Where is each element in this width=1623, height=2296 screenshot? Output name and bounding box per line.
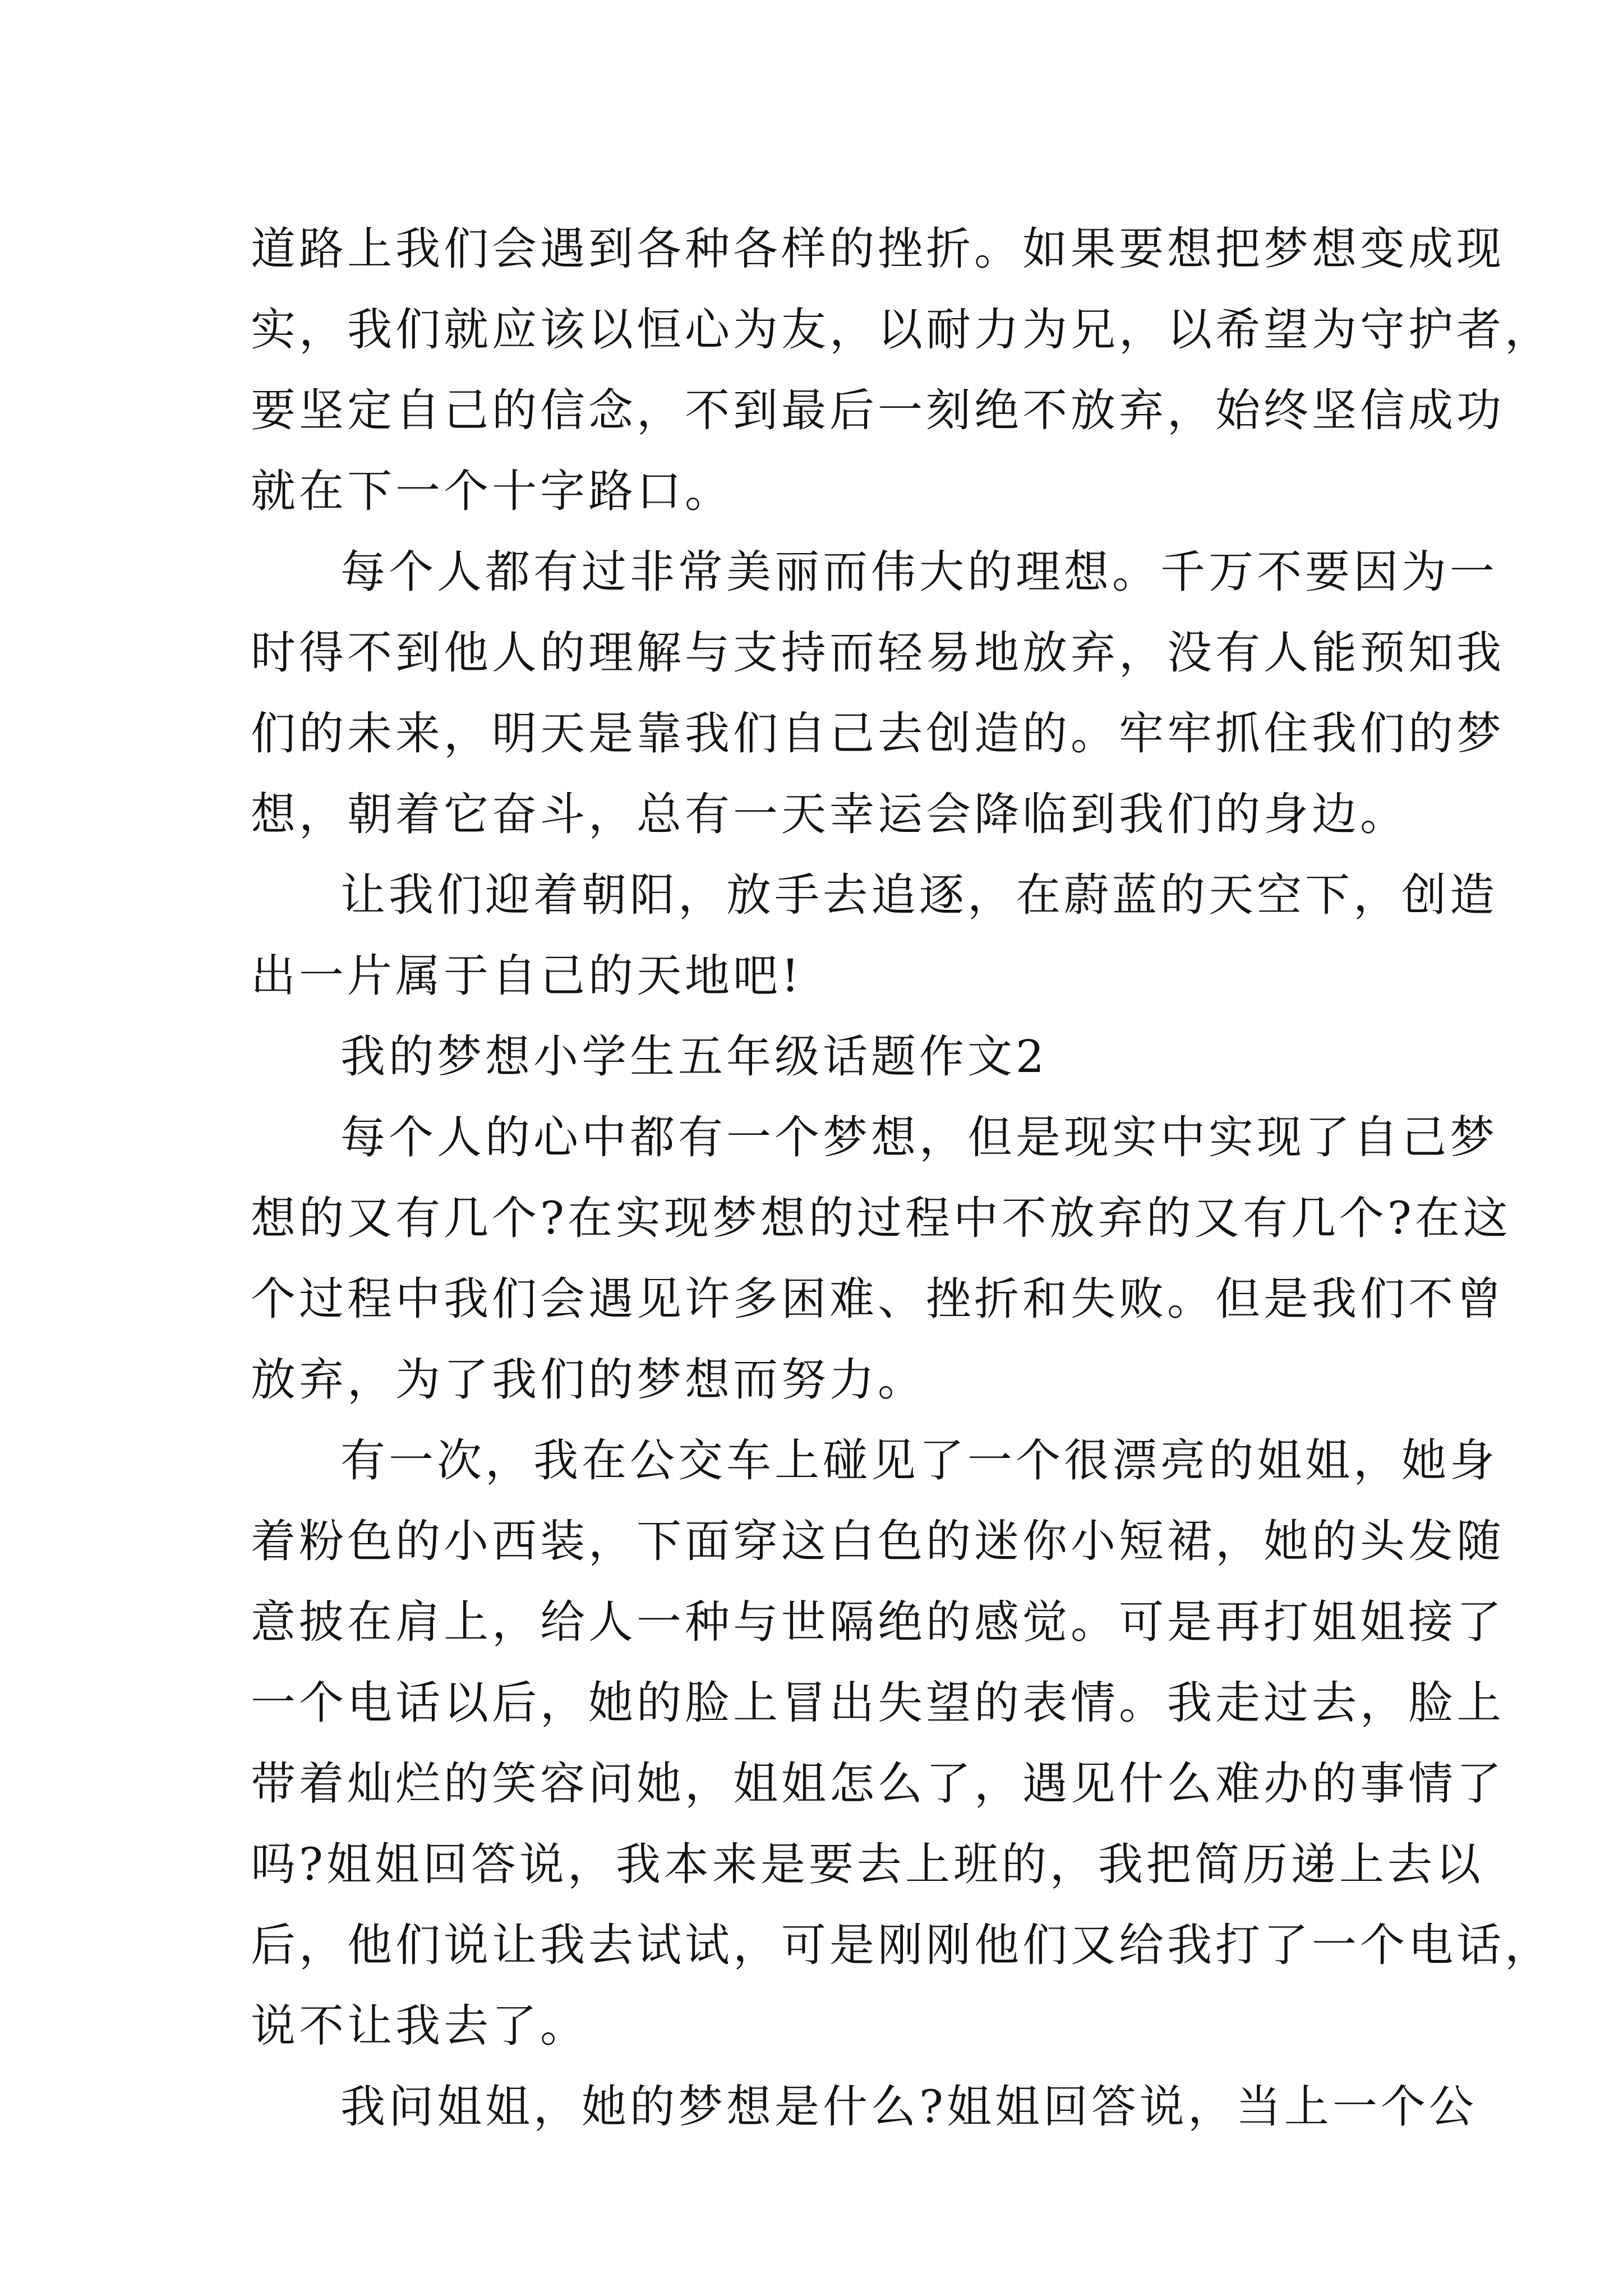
text-line: 后，他们说让我去试试，可是刚刚他们又给我打了一个电话， [251,1919,1553,1971]
text-line: 说不让我去了。 [251,2000,588,2052]
text-line: 要坚定自己的信念，不到最后一刻绝不放弃，始终坚信成功 [251,384,1505,436]
text-line: 意披在肩上，给人一种与世隔绝的感觉。可是再打姐姐接了 [251,1596,1505,1648]
text-line: 实，我们就应该以恒心为友，以耐力为兄，以希望为守护者， [251,303,1553,356]
paragraph-start-line: 每个人都有过非常美丽而伟大的理想。千万不要因为一 [340,546,1498,598]
paragraph-start-line: 让我们迎着朝阳，放手去追逐，在蔚蓝的天空下，创造 [340,869,1498,921]
text-line: 吗?姐姐回答说，我本来是要去上班的，我把简历递上去以 [251,1838,1484,1890]
paragraph-start-line: 每个人的心中都有一个梦想，但是现实中实现了自己梦 [340,1111,1498,1163]
text-line: 道路上我们会遇到各种各样的挫折。如果要想把梦想变成现 [251,223,1505,275]
paragraph-start-line: 我问姐姐，她的梦想是什么?姐姐回答说，当上一个公 [340,2081,1477,2133]
text-line: 想的又有几个?在实现梦想的过程中不放弃的又有几个?在这 [251,1192,1511,1244]
text-line: 带着灿烂的笑容问她，姐姐怎么了，遇见什么难办的事情了 [251,1757,1505,1810]
text-line: 们的未来，明天是靠我们自己去创造的。牢牢抓住我们的梦 [251,707,1505,760]
text-line: 个过程中我们会遇见许多困难、挫折和失败。但是我们不曾 [251,1273,1505,1325]
text-line: 就在下一个十字路口。 [251,465,733,517]
essay-title: 我的梦想小学生五年级话题作文2 [340,1030,1048,1083]
paragraph-start-line: 有一次，我在公交车上碰见了一个很漂亮的姐姐，她身 [340,1434,1498,1487]
text-line: 着粉色的小西装，下面穿这白色的迷你小短裙，她的头发随 [251,1515,1505,1567]
text-line: 出一片属于自己的天地吧! [251,950,803,1002]
text-line: 想，朝着它奋斗，总有一天幸运会降临到我们的身边。 [251,788,1408,840]
text-line: 时得不到他人的理解与支持而轻易地放弃，没有人能预知我 [251,627,1505,679]
text-line: 放弃，为了我们的梦想而努力。 [251,1354,926,1406]
text-line: 一个电话以后，她的脸上冒出失望的表情。我走过去，脸上 [251,1677,1505,1729]
essay-body [251,209,1553,2147]
